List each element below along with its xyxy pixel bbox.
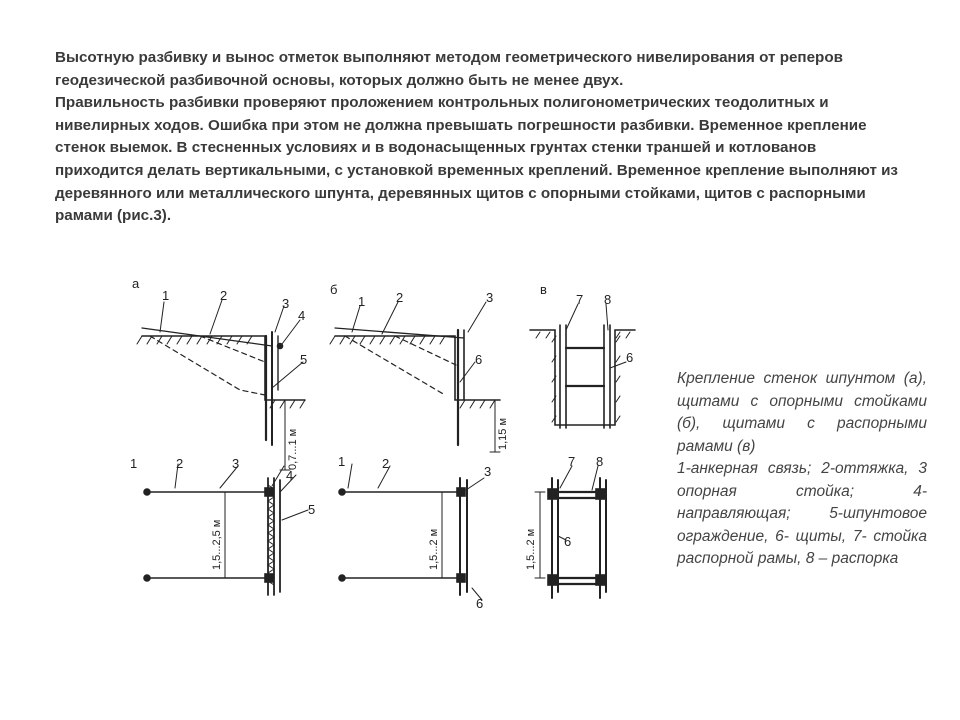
plan-c-6: 6 [564, 534, 572, 549]
plan-b-2: 2 [382, 456, 390, 471]
plan-a-4: 4 [286, 468, 294, 483]
paragraph-1: Высотную разбивку и вынос отметок выполняют методом геометрического нивелирования от реперов геодезической разбивочной основы, которых должно быть не менее двух. [55, 49, 843, 89]
plan-b-3: 3 [484, 464, 492, 479]
panel-c-plan [535, 466, 606, 598]
label-c-6: 6 [626, 350, 634, 365]
label-b-3: 3 [486, 290, 494, 305]
dim-a-depth: 0,7...1 м [287, 428, 299, 470]
dim-c-spacing: 1,5...2 м [525, 528, 537, 570]
label-b-2: 2 [396, 290, 404, 305]
label-c-8: 8 [604, 292, 612, 307]
label-b-1: 1 [358, 294, 366, 309]
figure-caption [677, 368, 927, 571]
panel-label-a: а [132, 276, 140, 291]
label-5: 5 [300, 352, 308, 367]
panel-a-section [137, 300, 308, 470]
plan-c-7: 7 [568, 454, 576, 469]
panel-a-plan [144, 464, 308, 595]
plan-a-5: 5 [308, 502, 316, 517]
paragraph-2: Правильность разбивки проверяют проложением контрольных полигонометрических теодолитных и нивелирных ходов. Ошибка при этом не должна превышать погрешности разбивки. Временное крепление стенок выемок. В стесненных условиях и в водонасыщенных грунтах стенки траншей и котлованов приходится делать вертикальными, с установкой временных креплений. Временное крепление выполняют из деревянного или металлического шпунта, деревянных щитов с опорными стойками, щитов с распорными рамами (рис.3). [55, 94, 898, 225]
label-4: 4 [298, 308, 306, 323]
label-c-7: 7 [576, 292, 584, 307]
label-b-6: 6 [475, 352, 483, 367]
caption-legend: 1-анкерная связь; 2-оттяжка, 3 опорная стойка; 4-направляющая; 5-шпунтовое ограждение, 6- щиты, 7- стойка распорной рамы, 8 – распорка [677, 460, 927, 567]
label-2: 2 [220, 288, 228, 303]
panel-label-b: б [330, 282, 338, 297]
label-1: 1 [162, 288, 170, 303]
plan-b-6: 6 [476, 596, 484, 610]
panel-c-section [530, 304, 635, 428]
dim-b-depth: 1,15 м [497, 417, 509, 450]
panel-label-c: в [540, 282, 547, 297]
plan-a-3: 3 [232, 456, 240, 471]
dim-a-spacing: 1,5...2,5 м [211, 519, 223, 570]
panel-b-plan [339, 464, 484, 600]
dim-b-spacing: 1,5...2 м [428, 528, 440, 570]
plan-a-1: 1 [130, 456, 138, 471]
label-3: 3 [282, 296, 290, 311]
plan-b-1: 1 [338, 454, 346, 469]
sheet-piling-diagram [120, 270, 640, 610]
panel-b-section [330, 302, 500, 452]
plan-c-8: 8 [596, 454, 604, 469]
plan-a-2: 2 [176, 456, 184, 471]
caption-title: Крепление стенок шпунтом (а), щитами с опорными стойками (б), щитами с распорными рамами (в) [677, 370, 927, 455]
body-text [55, 47, 905, 228]
